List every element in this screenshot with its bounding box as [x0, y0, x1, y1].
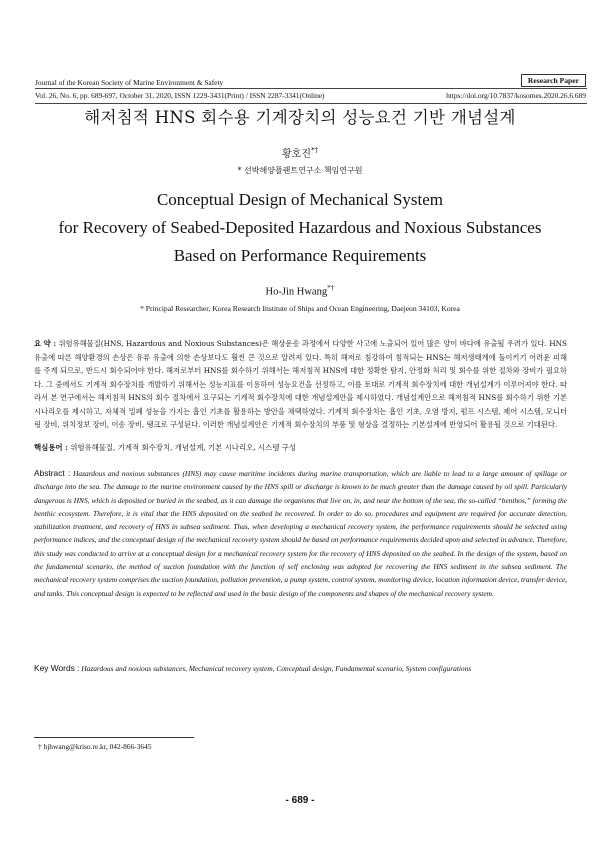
- korean-abstract: [34, 337, 567, 432]
- corresponding-author-footnote: [38, 742, 151, 751]
- english-affiliation: * Principal Researcher, Korea Research Institute of Ships and Ocean Engineering, Daejeon 34103, Korea: [140, 304, 460, 313]
- english-keywords: [34, 663, 471, 673]
- research-paper-badge: Research Paper: [521, 74, 586, 87]
- english-title-line-3: Based on Performance Requirements: [173, 246, 427, 265]
- journal-name: Journal of the Korean Society of Marine Environment & Safety: [35, 78, 224, 87]
- volume-info: Vol. 26, No. 6, pp. 689-697, October 31, 2020, ISSN 1229-3431(Print) / ISSN 2287-3341(Online): [35, 91, 325, 100]
- author-name: 황호진: [282, 149, 311, 160]
- english-abstract: [34, 467, 567, 600]
- english-title-line-1: Conceptual Design of Mechanical System: [156, 190, 444, 209]
- doi-link[interactable]: https://doi.org/10.7837/kosomes.2020.26.6.689: [446, 91, 586, 100]
- header-rule-top: [35, 88, 587, 89]
- english-keywords-label: Key Words :: [34, 663, 80, 673]
- korean-abstract-text: 위험유해물질(HNS, Hazardous and Noxious Substances)은 해상운송 과정에서 다양한 사고에 노출되어 있어 많은 양이 바다에 유출될 우려가 있다. HNS 유출에 따른 해양환경의 손상은 유류 유출에 의한 손상보다도 훨씬 큰 것으로 알려져 있다. 특히 해저로 침강하여 침적되는 HNS는 해저생태계에 돌이키기 어려운 피해를 주게 되므로, 반드시 회수되어야 한다. 해저로부터 HNS를 회수하기 위해서는 해저침적 HNS에 대한 정확한 탐지, 안정화 처리 및 회수를 위한 절차와 장비가 필요하다. 그 중에서도 기계적 회수장치를 개발하기 위해서는 성능지표를 이용하여 성능요건을 선정하고, 이를 토대로 기계적 회수장치에 대한 개념설계가 이루어져야 한다. 따라서 본 연구에서는 해저침적 HNS의 회수 절차에서 요구되는 기계적 회수장치에 대한 개념설계안을 제시하였다. 개념설계안으로 해저침적 HNS를 회수하기 위한 기본 시나리오를 제시하고, 자체적 밀폐 성능을 가지는 흡인 기초를 활용하는 방안을 채택하였다. 기계적 회수장치는 흡인 기초, 오염 방지, 펌프 시스템, 제어 시스템, 모니터링 장비, 위치정보 장비, 이송 장비, 탱크로 구성된다. 이러한 개념설계안은 기계적 회수장치의 부품 및 형상을 결정하는 기본설계에 반영되어 활용될 것으로 기대된다.: [34, 339, 568, 429]
- english-author: [0, 283, 600, 298]
- korean-keywords-text: 위험유해물질, 기계적 회수장치, 개념설계, 기본 시나리오, 시스템 구성: [70, 443, 296, 452]
- author-mark: *†: [310, 146, 318, 155]
- korean-affiliation: * 선박해양플랜트연구소 책임연구원: [237, 166, 363, 175]
- korean-author: [0, 145, 600, 160]
- footnote-text: hjhwang@kriso.re.kr, 042-866-3645: [43, 742, 152, 751]
- korean-abstract-label: 요 약 :: [34, 339, 57, 348]
- footnote-rule: [34, 737, 194, 738]
- korean-title: 해저침적 HNS 회수용 기계장치의 성능요건 기반 개념설계: [84, 108, 516, 127]
- footnote-mark: †: [38, 742, 42, 751]
- author-mark-en: *†: [327, 283, 335, 292]
- english-abstract-label: Abstract :: [34, 468, 71, 478]
- korean-keywords-label: 핵심용어 :: [34, 443, 68, 452]
- author-name-en: Ho-Jin Hwang: [265, 286, 328, 298]
- english-keywords-text: Hazardous and noxious substances, Mechanical recovery system, Conceptual design, Fundamental scenario, System configurations: [81, 664, 472, 673]
- english-title-line-2: for Recovery of Seabed-Deposited Hazardous and Noxious Substances: [58, 218, 542, 237]
- page-number: - 689 -: [285, 795, 315, 806]
- english-abstract-text: Hazardous and noxious substances (HNS) may cause maritime incidents during marine transportation, which are liable to lead to a large amount of spillage or discharge into the sea. The damage to the marine environment caused by the HNS spill or discharge is known to be much greater than the damage caused by oil spill. Particularly dangerous is HNS, which is deposited or buried in the seabed, as it can damage the organisms that live on, in, and near the bottom of the sea, the so-called “benthos,” forming the benthic ecosystem. Therefore, it is vital that the HNS deposited on the seabed be recovered. In order to do so, procedures and equipment are required for accurate detection, stabilization treatment, and recovery of HNS in subsea sediment. Thus, when developing a mechanical recovery system, the performance requirements should be selected using performance indices, and the conceptual design of the mechanical recovery system should be based on performance requirements decided upon and selected in advance. Therefore, this study was conducted to arrive at a conceptual design for a mechanical recovery system for the recovery of HNS deposited on the seabed. In the design of the system, based on the fundamental scenario, the method of suction foundation with the function of self enclosing was adopted for recovering the HNS sediment in the subsea sediment. The mechanical recovery system comprises the suction foundation, pollution prevention, a pump system, control system, monitoring device, location information device, transfer device, and tanks. This conceptual design is expected to be reflected and used in the basic design of the components and shapes of the mechanical recovery system.: [34, 469, 567, 598]
- korean-keywords: [34, 442, 296, 453]
